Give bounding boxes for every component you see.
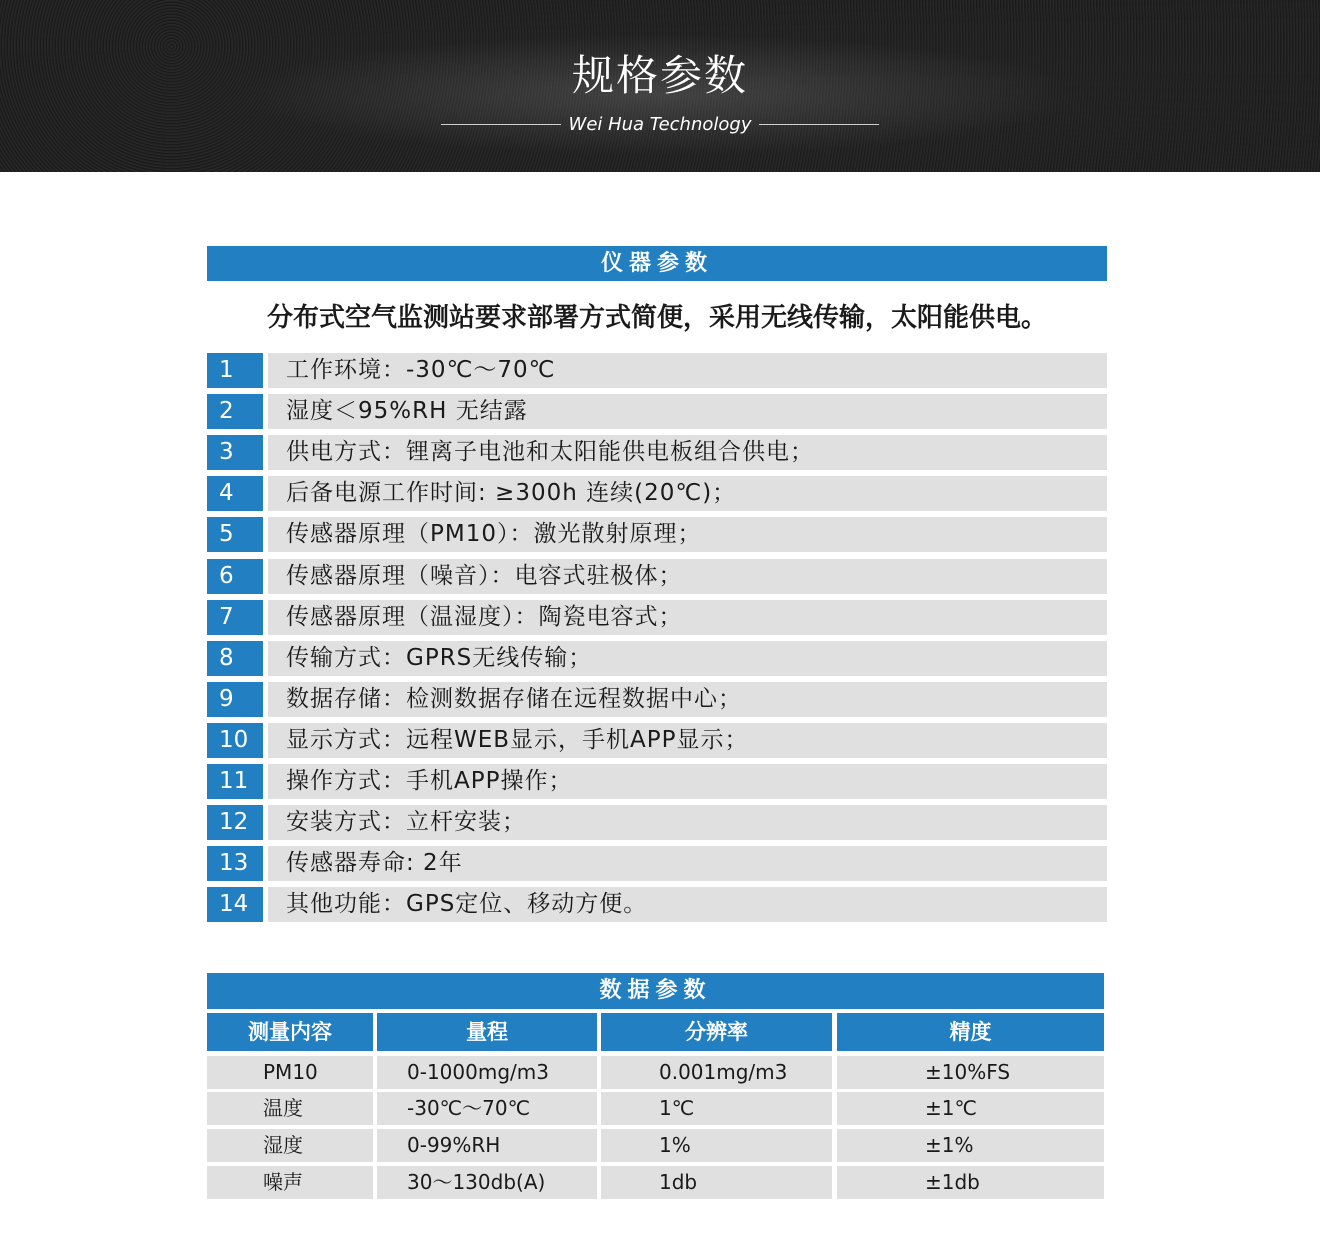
table-cell: ±1%	[837, 1129, 1104, 1162]
divider-left	[441, 124, 561, 125]
spec-number: 8	[207, 641, 263, 676]
data-params-header: 数据参数	[207, 973, 1104, 1009]
table-cell: 1%	[601, 1129, 832, 1162]
spec-number: 12	[207, 805, 263, 840]
table-cell: 1℃	[601, 1092, 832, 1125]
spec-number: 13	[207, 846, 263, 881]
spec-row	[207, 641, 1107, 676]
spec-number: 6	[207, 559, 263, 594]
spec-number: 14	[207, 887, 263, 922]
spec-number: 3	[207, 435, 263, 470]
spec-text: 数据存储：检测数据存储在远程数据中心；	[268, 682, 1107, 717]
spec-text: 供电方式：锂离子电池和太阳能供电板组合供电；	[268, 435, 1107, 470]
table-cell: ±1db	[837, 1166, 1104, 1199]
spec-row	[207, 394, 1107, 429]
table-cell: ±1℃	[837, 1092, 1104, 1125]
page-title: 规格参数	[571, 51, 748, 100]
table-cell: 1db	[601, 1166, 832, 1199]
spec-text: 其他功能：GPS定位、移动方便。	[268, 887, 1107, 922]
spec-row	[207, 764, 1107, 799]
instrument-params-header: 仪器参数	[207, 246, 1107, 281]
instrument-intro: 分布式空气监测站要求部署方式简便，采用无线传输，太阳能供电。	[266, 303, 1047, 333]
spec-text: 湿度＜95%RH 无结露	[268, 394, 1107, 429]
spec-number: 2	[207, 394, 263, 429]
spec-text: 传感器原理（PM10）：激光散射原理；	[268, 517, 1107, 552]
spec-text: 显示方式：远程WEB显示，手机APP显示；	[268, 723, 1107, 758]
spec-text: 传感器原理（温湿度）：陶瓷电容式；	[268, 600, 1107, 635]
spec-number: 7	[207, 600, 263, 635]
table-cell: PM10	[207, 1056, 373, 1089]
spec-number: 5	[207, 517, 263, 552]
spec-row	[207, 517, 1107, 552]
spec-text: 操作方式：手机APP操作；	[268, 764, 1107, 799]
divider-right	[759, 124, 879, 125]
table-header-cell: 分辨率	[601, 1013, 832, 1051]
spec-row	[207, 846, 1107, 881]
table-cell: 30～130db(A)	[377, 1166, 597, 1199]
table-cell: 0-99%RH	[377, 1129, 597, 1162]
table-cell: 0.001mg/m3	[601, 1056, 832, 1089]
banner-subtitle: Wei Hua Technology	[568, 113, 752, 135]
spec-row	[207, 353, 1107, 388]
spec-number: 9	[207, 682, 263, 717]
spec-row	[207, 682, 1107, 717]
spec-row	[207, 600, 1107, 635]
spec-row	[207, 476, 1107, 511]
table-header-cell: 量程	[377, 1013, 597, 1051]
spec-text: 传输方式：GPRS无线传输；	[268, 641, 1107, 676]
table-cell: -30℃～70℃	[377, 1092, 597, 1125]
table-cell: 噪声	[207, 1166, 373, 1199]
spec-text: 工作环境：-30℃～70℃	[268, 353, 1107, 388]
spec-row	[207, 805, 1107, 840]
spec-row	[207, 723, 1107, 758]
spec-number: 4	[207, 476, 263, 511]
spec-row	[207, 435, 1107, 470]
spec-number: 1	[207, 353, 263, 388]
table-header-cell: 精度	[837, 1013, 1104, 1051]
table-header-cell: 测量内容	[207, 1013, 373, 1051]
banner-subtitle-row	[0, 110, 1320, 138]
table-cell: 0-1000mg/m3	[377, 1056, 597, 1089]
spec-number: 10	[207, 723, 263, 758]
spec-text: 传感器原理（噪音）：电容式驻极体；	[268, 559, 1107, 594]
spec-text: 传感器寿命: 2年	[268, 846, 1107, 881]
spec-row	[207, 559, 1107, 594]
table-cell: 湿度	[207, 1129, 373, 1162]
spec-number: 11	[207, 764, 263, 799]
spec-text: 安装方式：立杆安装；	[268, 805, 1107, 840]
spec-text: 后备电源工作时间: ≥300h 连续(20℃)；	[268, 476, 1107, 511]
table-cell: ±10%FS	[837, 1056, 1104, 1089]
header-banner	[0, 0, 1320, 172]
spec-row	[207, 887, 1107, 922]
table-cell: 温度	[207, 1092, 373, 1125]
